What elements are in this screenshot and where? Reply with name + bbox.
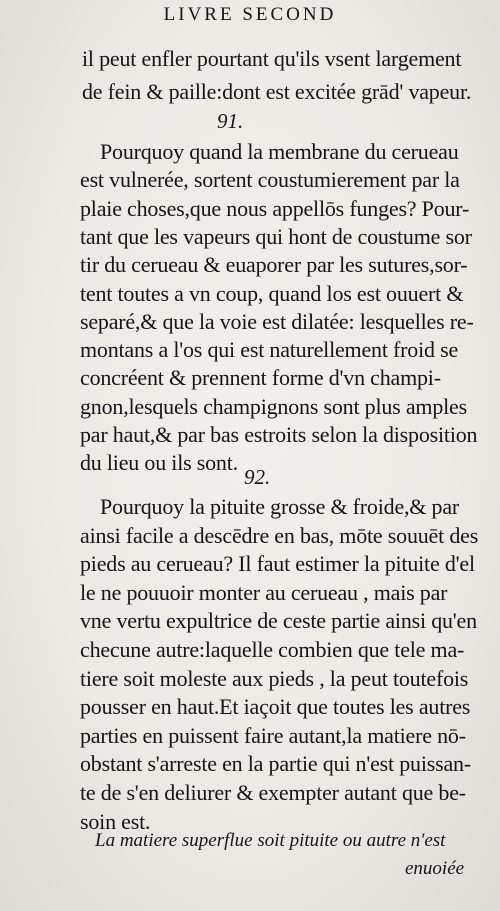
- text-line: il peut enfler pourtant qu'ils vsent largement: [82, 46, 462, 71]
- text-line: ainsi facile a descēdre en bas, mōte souuēt des: [80, 523, 479, 548]
- footer-note-line-1: La matiere superflue soit pituite ou autre n'est: [95, 830, 446, 851]
- text-line: est vulnerée, sortent coustumierement par la: [80, 167, 460, 192]
- section-number: 91.: [217, 109, 244, 133]
- text-line: du lieu ou ils sont.: [80, 450, 238, 475]
- text-line: parties en puissent faire autant,la matiere nō-: [80, 723, 466, 748]
- footer-note-line-2: enuoiée: [405, 858, 465, 879]
- text-line: tent toutes a vn coup, quand los est ouuert &: [80, 281, 464, 306]
- text-line: pousser en haut.Et iaçoit que toutes les autres: [80, 694, 471, 719]
- text-line: obstant s'arreste en la partie qui n'est puissan-: [80, 751, 471, 776]
- text-line: concréent & prennent forme d'vn champi-: [80, 365, 441, 390]
- text-line: tiere soit moleste aux pieds , la peut toutefois: [80, 666, 469, 691]
- running-header: LIVRE SECOND: [163, 4, 337, 25]
- text-line: gnon,lesquels champignons sont plus amples: [80, 394, 467, 419]
- text-line: tir du cerueau & euaporer par les sutures,sor-: [80, 252, 468, 277]
- text-line: montans a l'os qui est naturellement froid se: [80, 337, 459, 362]
- text-line: vne vertu expultrice de ceste partie ainsi qu'en: [80, 608, 477, 633]
- text-line: de fein & paille:dont est excitée grād' vapeur.: [82, 79, 472, 104]
- text-line: par haut,& par bas estroits selon la disposition: [80, 422, 478, 447]
- section-number: 92.: [244, 465, 271, 489]
- text-line: Pourquoy quand la membrane du cerueau: [100, 139, 459, 164]
- text-line: checune autre:laquelle combien que tele ma-: [80, 637, 465, 662]
- text-line: te de s'en deliurer & exempter autant que be-: [80, 780, 466, 805]
- text-line: tant que les vapeurs qui hont de coustume sor: [80, 224, 472, 249]
- text-line: soin est.: [80, 809, 151, 834]
- text-line: separé,& que la voie est dilatée: lesquelles re-: [80, 309, 474, 334]
- text-line: Pourquoy la pituite grosse & froide,& par: [100, 494, 460, 519]
- text-line: pieds au cerueau? Il faut estimer la pituite d'el: [80, 551, 475, 576]
- text-line: plaie choses,que nous appellōs funges? Pour-: [80, 196, 470, 221]
- text-line: le ne pouuoir monter au cerueau , mais par: [80, 580, 448, 605]
